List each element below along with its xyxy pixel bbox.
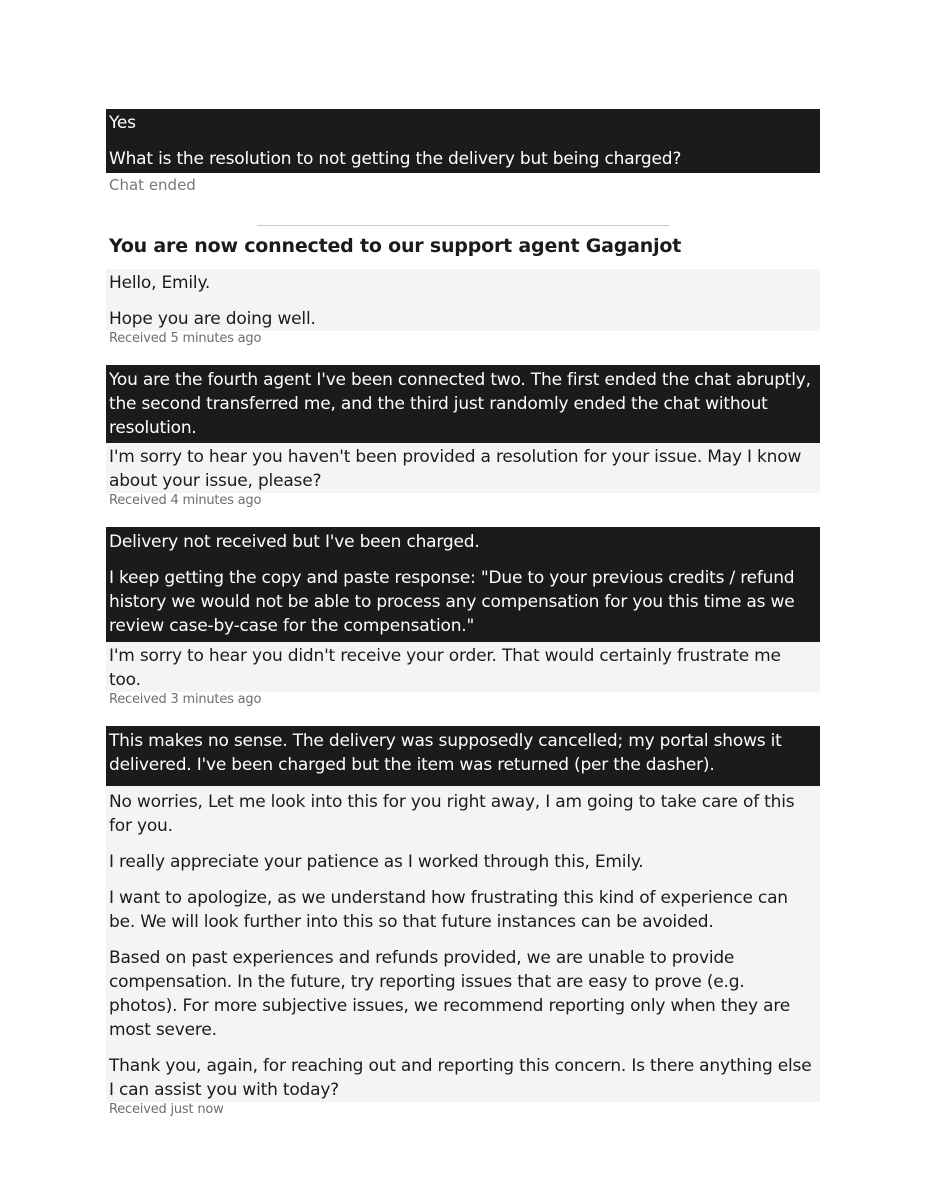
message-text: Yes (109, 113, 136, 133)
message-timestamp: Received just now (109, 1102, 224, 1117)
message-text: Delivery not received but I've been charged. (109, 532, 480, 552)
message-text: I want to apologize, as we understand how frustrating this kind of experience can be. We will look further into this so that future instances can be avoided. (109, 888, 788, 932)
message-text: You are the fourth agent I've been connected two. The first ended the chat abruptly, the second transferred me, and the third just randomly ended the chat without resolution. (109, 370, 811, 438)
agent-message (106, 443, 820, 493)
message-text: I'm sorry to hear you haven't been provided a resolution for your issue. May I know about your issue, please? (109, 447, 802, 491)
chat-ended-status: Chat ended (109, 176, 196, 194)
message-text: Thank you, again, for reaching out and reporting this concern. Is there anything else I can assist you with today? (109, 1056, 812, 1100)
message-text: Hope you are doing well. (109, 309, 316, 329)
message-text: What is the resolution to not getting the delivery but being charged? (109, 149, 682, 169)
message-text: This makes no sense. The delivery was supposedly cancelled; my portal shows it delivered. I've been charged but the item was returned (per the dasher). (109, 731, 782, 775)
user-message (106, 109, 820, 173)
agent-message (106, 786, 820, 1102)
message-text: I'm sorry to hear you didn't receive your order. That would certainly frustrate me too. (109, 646, 781, 690)
agent-connected-heading: You are now connected to our support agent Gaganjot (109, 235, 682, 257)
user-message (106, 365, 820, 443)
user-message (106, 527, 820, 642)
message-text: I really appreciate your patience as I worked through this, Emily. (109, 852, 644, 872)
message-text: No worries, Let me look into this for you right away, I am going to take care of this for you. (109, 792, 795, 836)
chat-transcript (106, 109, 820, 1118)
message-text: Based on past experiences and refunds provided, we are unable to provide compensation. In the future, try reporting issues that are easy to prove (e.g. photos). For more subjective issues, we recommend reporting only when they are most severe. (109, 948, 791, 1040)
message-timestamp: Received 3 minutes ago (109, 692, 262, 707)
agent-message (106, 642, 820, 692)
divider (257, 225, 669, 226)
agent-message (106, 269, 820, 331)
message-timestamp: Received 4 minutes ago (109, 493, 262, 508)
message-text: I keep getting the copy and paste response: "Due to your previous credits / refund history we would not be able to process any compensation for you this time as we review case-by-case for the compensation." (109, 568, 795, 636)
message-text: Hello, Emily. (109, 273, 211, 293)
message-timestamp: Received 5 minutes ago (109, 331, 262, 346)
user-message (106, 726, 820, 786)
